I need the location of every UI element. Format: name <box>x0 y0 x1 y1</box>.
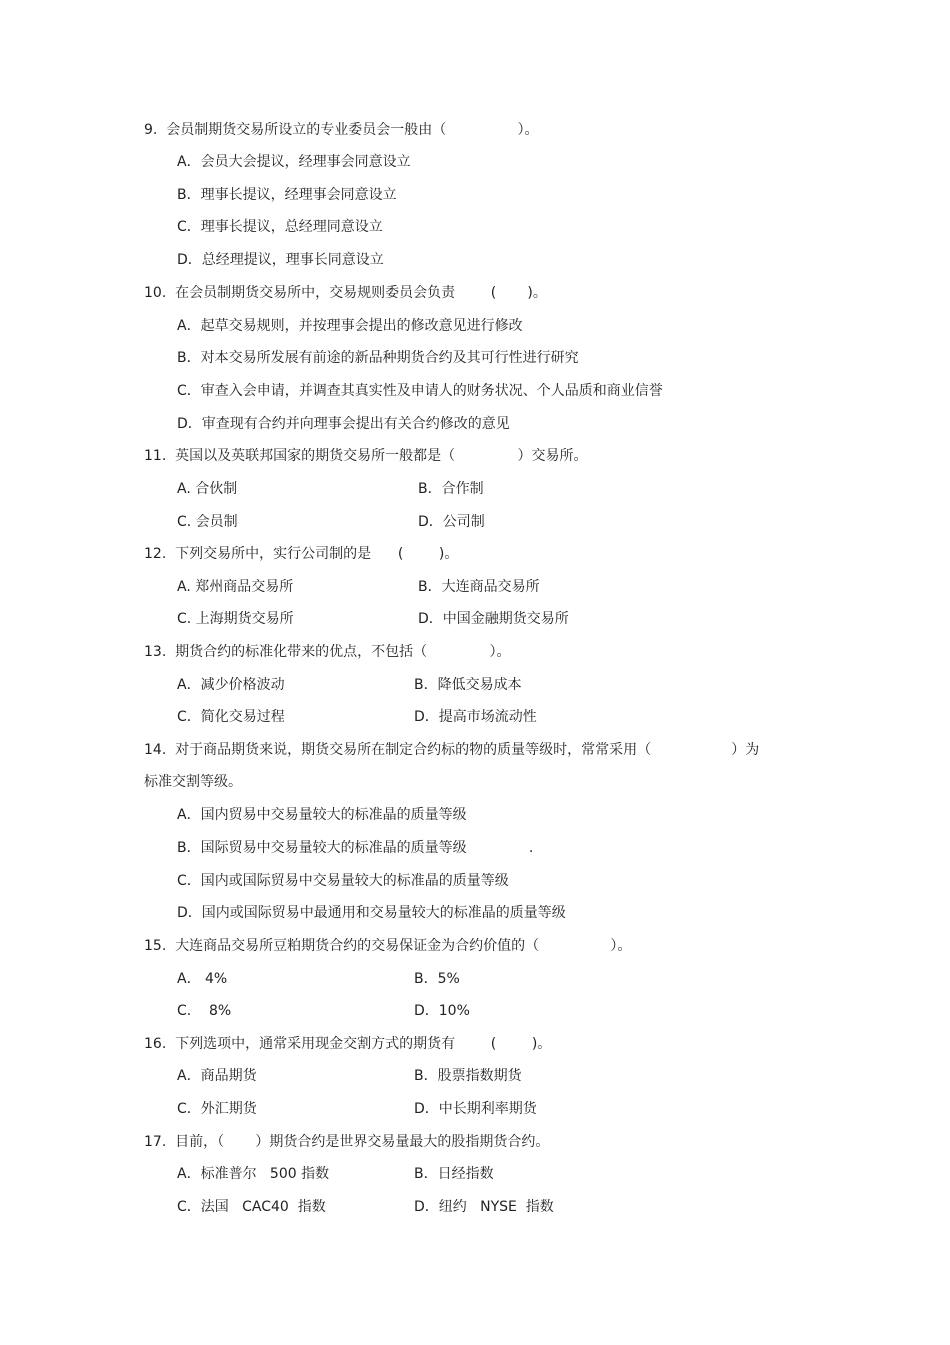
question-11-option-c: C. 会员制 <box>177 514 238 530</box>
question-17-option-d: D．纽约 NYSE 指数 <box>414 1199 554 1215</box>
question-10-option-d: D．审查现有合约并向理事会提出有关合约修改的意见 <box>177 416 510 432</box>
question-13-option-b: B．降低交易成本 <box>414 677 522 693</box>
question-15-stem: 15. 大连商品交易所豆粕期货合约的交易保证金为合约价值的（ ）。 <box>144 938 632 954</box>
question-14-option-d: D．国内或国际贸易中最通用和交易量较大的标准晶的质量等级 <box>177 905 566 921</box>
question-10-stem: 10. 在会员制期货交易所中，交易规则委员会负责 ( )。 <box>144 285 547 301</box>
question-12-option-b: B．大连商品交易所 <box>418 579 540 595</box>
question-15-option-b: B．5% <box>414 971 460 987</box>
question-12-option-a: A. 郑州商品交易所 <box>177 579 294 595</box>
question-11-option-b: B．合作制 <box>418 481 484 497</box>
question-17-option-a: A．标准普尔 500 指数 <box>177 1166 330 1182</box>
question-15-option-d: D．10% <box>414 1003 470 1019</box>
question-11-option-d: D．公司制 <box>418 514 485 530</box>
question-13-option-c: C．简化交易过程 <box>177 709 285 725</box>
question-10-option-c: C．审查入会申请，并调查其真实性及申请人的财务状况、个人品质和商业信誉 <box>177 383 663 399</box>
question-14-stem-continued: 标准交割等级。 <box>144 774 242 790</box>
question-13-option-d: D．提高市场流动性 <box>414 709 537 725</box>
question-14-option-b: B．国际贸易中交易量较大的标准晶的质量等级 . <box>177 840 534 856</box>
question-9-option-d: D．总经理提议，理事长同意设立 <box>177 252 384 268</box>
question-11-stem: 11. 英国以及英联邦国家的期货交易所一般都是（ ）交易所。 <box>144 448 588 464</box>
question-16-option-c: C．外汇期货 <box>177 1101 257 1117</box>
question-12-option-c: C. 上海期货交易所 <box>177 611 294 627</box>
question-9-option-a: A．会员大会提议，经理事会同意设立 <box>177 154 411 170</box>
question-16-option-b: B．股票指数期货 <box>414 1068 522 1084</box>
question-16-stem: 16. 下列选项中，通常采用现金交割方式的期货有 ( )。 <box>144 1036 552 1052</box>
question-14-option-c: C．国内或国际贸易中交易量较大的标准晶的质量等级 <box>177 873 509 889</box>
question-14-stem: 14. 对于商品期货来说，期货交易所在制定合约标的物的质量等级时，常常采用（ ）为 <box>144 742 760 758</box>
question-9-stem: 9. 会员制期货交易所设立的专业委员会一般由（ ）。 <box>144 122 539 138</box>
question-17-option-b: B．日经指数 <box>414 1166 494 1182</box>
question-9-option-b: B．理事长提议，经理事会同意设立 <box>177 187 397 203</box>
question-11-option-a: A. 合伙制 <box>177 481 238 497</box>
question-9-option-c: C．理事长提议，总经理同意设立 <box>177 219 383 235</box>
question-17-stem: 17. 目前，（ ）期货合约是世界交易量最大的股指期货合约。 <box>144 1134 550 1150</box>
question-15-option-c: C. 8% <box>177 1003 232 1019</box>
question-14-option-a: A．国内贸易中交易量较大的标准晶的质量等级 <box>177 807 467 823</box>
question-12-option-d: D．中国金融期货交易所 <box>418 611 569 627</box>
question-17-option-c: C．法国 CAC40 指数 <box>177 1199 326 1215</box>
question-13-stem: 13. 期货合约的标准化带来的优点，不包括（ ）。 <box>144 644 511 660</box>
question-10-option-a: A．起草交易规则，并按理事会提出的修改意见进行修改 <box>177 318 523 334</box>
question-16-option-a: A．商品期货 <box>177 1068 257 1084</box>
question-16-option-d: D．中长期利率期货 <box>414 1101 537 1117</box>
question-15-option-a: A． 4% <box>177 971 228 987</box>
question-13-option-a: A．减少价格波动 <box>177 677 285 693</box>
question-12-stem: 12. 下列交易所中，实行公司制的是 ( )。 <box>144 546 459 562</box>
question-10-option-b: B．对本交易所发展有前途的新品种期货合约及其可行性进行研究 <box>177 350 579 366</box>
